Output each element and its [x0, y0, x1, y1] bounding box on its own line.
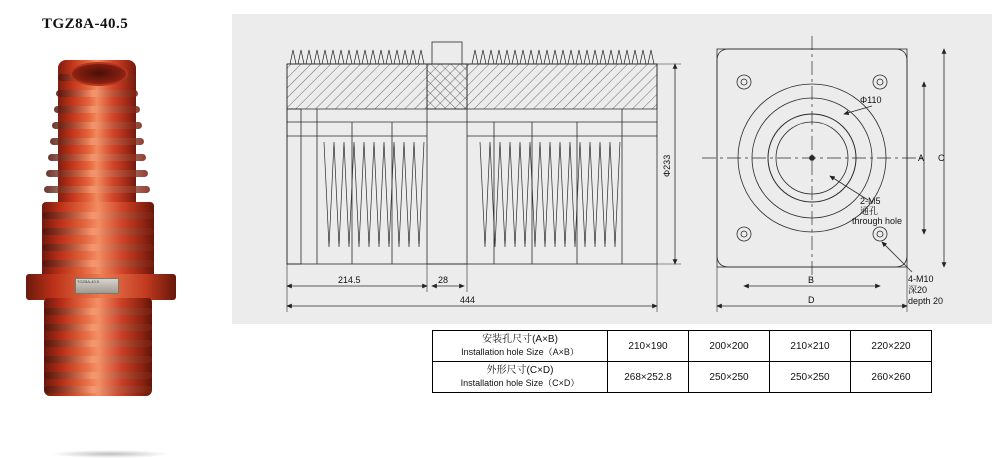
- table-row: [433, 331, 932, 362]
- bushing-rib: [42, 212, 154, 219]
- bushing-rib: [44, 356, 152, 363]
- cell-cd-2: 250×250: [689, 362, 770, 393]
- product-title: TGZ8A-40.5: [42, 16, 129, 32]
- cell-ab-4: 220×220: [851, 331, 932, 362]
- label-depth-en: depth 20: [908, 296, 944, 306]
- dim-444: 444: [460, 295, 476, 305]
- cell-ab-1: 210×190: [608, 331, 689, 362]
- bushing-rib: [48, 154, 146, 161]
- technical-drawing-panel: [232, 14, 992, 324]
- nameplate: TGZ8A-40.5: [75, 278, 119, 294]
- table-row: [433, 362, 932, 393]
- bushing-illustration: [20, 52, 212, 397]
- bushing-rib: [44, 324, 152, 331]
- bushing-rib: [42, 244, 154, 251]
- label-depth-cn: 深20: [908, 285, 928, 295]
- dim-4-m10: 4-M10: [908, 274, 934, 284]
- product-photo-block: [0, 0, 232, 429]
- bushing-rib: [46, 170, 148, 177]
- row-header-cd-en: Installation hole Size（C×D）: [460, 378, 580, 388]
- label-a: A: [918, 153, 925, 163]
- bushing-rib: [44, 186, 150, 193]
- bushing-rib: [44, 372, 152, 379]
- row-header-ab: [433, 331, 608, 362]
- bushing-rib: [44, 340, 152, 347]
- label-b: B: [808, 275, 815, 285]
- label-d: D: [808, 295, 815, 305]
- row-header-cd-cn: 外形尺寸(C×D): [486, 365, 554, 376]
- bushing-rib: [44, 386, 152, 393]
- cell-ab-3: 210×210: [770, 331, 851, 362]
- dim-phi-233: Φ233: [662, 154, 672, 177]
- dim-214-5: 214.5: [338, 275, 361, 285]
- bushing-top-bore: [70, 62, 128, 86]
- bushing-rib: [42, 260, 154, 267]
- product-photo: [20, 52, 212, 397]
- bushing-rib: [54, 106, 140, 113]
- row-header-ab-cn: 安装孔尺寸(A×B): [482, 334, 558, 345]
- bushing-rib: [50, 138, 144, 145]
- label-through-hole-en: through hole: [852, 216, 903, 226]
- bushing-rib: [56, 90, 138, 97]
- label-c: C: [938, 153, 945, 163]
- bushing-rib: [44, 308, 152, 315]
- spec-table: [432, 330, 932, 393]
- photo-shadow: [50, 450, 170, 458]
- dim-28: 28: [438, 275, 449, 285]
- bushing-rib: [52, 122, 142, 129]
- dim-phi-110: Φ110: [860, 95, 882, 105]
- row-header-cd: [433, 362, 608, 393]
- cell-ab-2: 200×200: [689, 331, 770, 362]
- row-header-ab-en: Installation hole Size（A×B）: [461, 347, 579, 357]
- bushing-rib: [42, 228, 154, 235]
- dim-2-m5: 2-M5: [860, 196, 881, 206]
- label-through-hole-cn: 通孔: [860, 206, 879, 216]
- cell-cd-3: 250×250: [770, 362, 851, 393]
- cell-cd-1: 268×252.8: [608, 362, 689, 393]
- cell-cd-4: 260×260: [851, 362, 932, 393]
